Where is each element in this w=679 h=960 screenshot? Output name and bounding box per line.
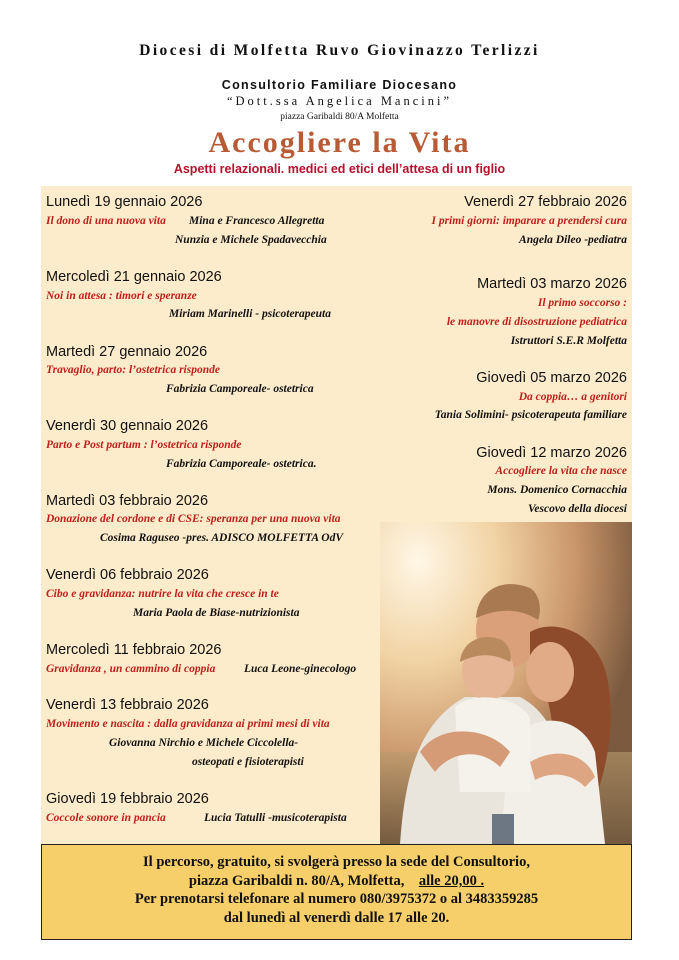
- event-topic: Travaglio, parto: l’ostetrica risponde: [46, 364, 220, 376]
- page-title: Accogliere la Vita: [208, 126, 471, 159]
- consultorio-address: piazza Garibaldi 80/A Molfetta: [280, 112, 399, 122]
- event-speaker: Luca Leone-ginecologo: [244, 663, 357, 675]
- event-speaker: Cosima Raguseo -pres. ADISCO MOLFETTA OdV: [100, 532, 344, 544]
- event-topic: Cibo e gravidanza: nutrire la vita che cresce in te: [46, 588, 279, 600]
- event-date: Mercoledì 11 febbraio 2026: [46, 642, 222, 658]
- diocese-name: Diocesi di Molfetta Ruvo Giovinazzo Terlizzi: [139, 42, 540, 59]
- event-speaker: Fabrizia Camporeale- ostetrica.: [166, 458, 317, 470]
- info-address: piazza Garibaldi n. 80/A, Molfetta,: [188, 873, 405, 889]
- info-box: [41, 844, 632, 940]
- event-date: Venerdì 06 febbraio 2026: [46, 567, 209, 583]
- info-phone: Per prenotarsi telefonare al numero 080/3975372 o al 3483359285: [134, 891, 539, 907]
- event-topic: Coccole sonore in pancia: [46, 812, 166, 824]
- event-speaker: Giovanna Nirchio e Michele Ciccolella-: [109, 737, 299, 749]
- event-topic: Il primo soccorso :: [537, 297, 627, 309]
- event-date: Giovedì 19 febbraio 2026: [46, 791, 209, 807]
- family-photo-illustration: [380, 522, 632, 844]
- event-speaker: Maria Paola de Biase-nutrizionista: [133, 607, 300, 619]
- event-speaker: Nunzia e Michele Spadavecchia: [175, 234, 327, 246]
- consultorio-dedication: “Dott.ssa Angelica Mancini”: [226, 94, 453, 108]
- event-topic: Gravidanza , un cammino di coppia: [46, 663, 216, 675]
- event-topic: Movimento e nascita : dalla gravidanza ai primi mesi di vita: [46, 718, 330, 730]
- event-speaker: osteopati e fisioterapisti: [192, 756, 304, 768]
- event-speaker: Angela Dileo -pediatra: [519, 234, 627, 246]
- info-hours: dal lunedì al venerdì dalle 17 alle 20.: [223, 910, 450, 926]
- event-date: Giovedì 05 marzo 2026: [476, 370, 627, 386]
- consultorio-name: Consultorio Familiare Diocesano: [221, 78, 458, 92]
- event-topic: I primi giorni: imparare a prendersi cura: [431, 215, 627, 227]
- event-topic: Accogliere la vita che nasce: [495, 465, 627, 477]
- event-date: Martedì 03 febbraio 2026: [46, 493, 209, 509]
- info-line: [42, 873, 631, 890]
- event-speaker: Tania Solimini- psicoterapeuta familiare: [434, 409, 627, 421]
- family-hug-photo: [380, 522, 632, 844]
- event-speaker: Mons. Domenico Cornacchia: [487, 484, 627, 496]
- event-date: Venerdì 30 gennaio 2026: [46, 418, 209, 434]
- event-topic: Noi in attesa : timori e speranze: [46, 290, 197, 302]
- event-date: Martedì 27 gennaio 2026: [46, 344, 208, 360]
- event-date: Venerdì 27 febbraio 2026: [464, 194, 627, 210]
- event-speaker: Vescovo della diocesi: [527, 503, 627, 515]
- page-subtitle: Aspetti relazionali. medici ed etici dell’attesa di un figlio: [173, 162, 506, 176]
- event-topic: Il dono di una nuova vita: [46, 215, 166, 227]
- event-speaker: Istruttori S.E.R Molfetta: [510, 335, 627, 347]
- event-topic: Donazione del cordone e di CSE: speranza per una nuova vita: [46, 513, 341, 525]
- event-date: Martedì 03 marzo 2026: [477, 276, 627, 292]
- event-date: Venerdì 13 febbraio 2026: [46, 697, 209, 713]
- event-speaker: Lucia Tatulli -musicoterapista: [204, 812, 347, 824]
- event-date: Mercoledì 21 gennaio 2026: [46, 269, 222, 285]
- event-topic: le manovre di disostruzione pediatrica: [446, 316, 627, 328]
- event-topic: Da coppia… a genitori: [518, 391, 627, 403]
- info-time: alle 20,00 .: [418, 873, 485, 889]
- event-date: Lunedì 19 gennaio 2026: [46, 194, 203, 210]
- event-speaker: Fabrizia Camporeale- ostetrica: [166, 383, 314, 395]
- event-speaker: Mina e Francesco Allegretta: [189, 215, 325, 227]
- event-speaker: Miriam Marinelli - psicoterapeuta: [169, 308, 331, 320]
- event-date: Giovedì 12 marzo 2026: [476, 445, 627, 461]
- event-topic: Parto e Post partum : l’ostetrica risponde: [46, 439, 242, 451]
- info-line: Il percorso, gratuito, si svolgerà presso la sede del Consultorio,: [143, 854, 530, 870]
